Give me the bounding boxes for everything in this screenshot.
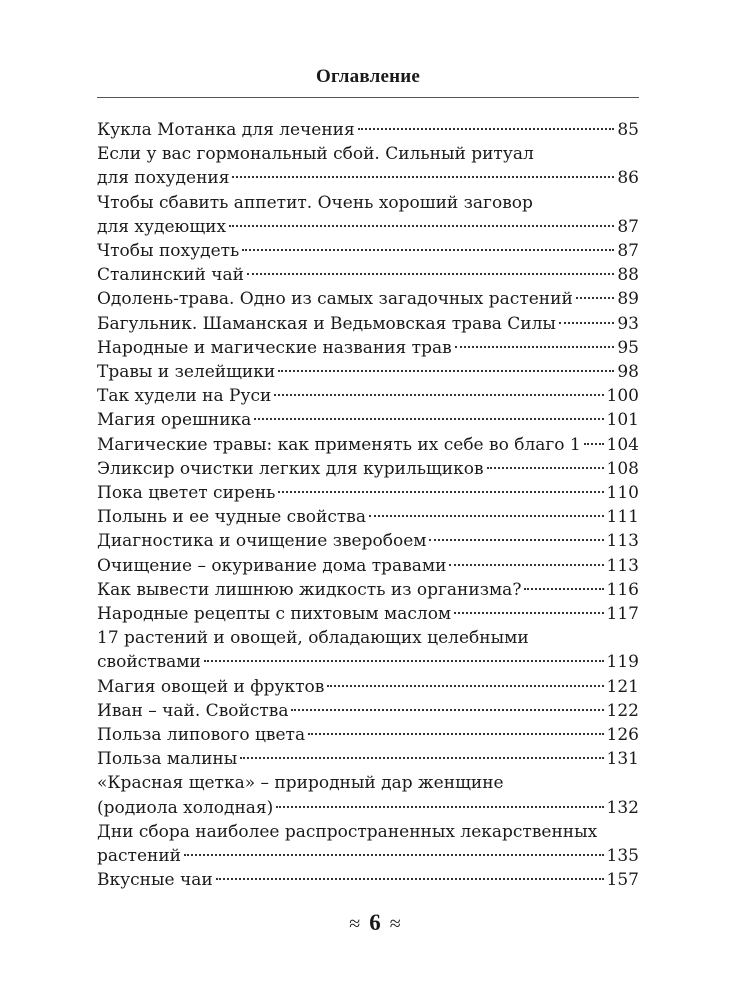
right-ornament: ≈ [389, 913, 401, 935]
toc-entry-title: Чтобы похудеть [97, 241, 240, 262]
toc-entry-title: Так худели на Руси [97, 386, 272, 407]
toc-entry [97, 578, 639, 602]
toc-entry [97, 820, 639, 868]
toc-entry-page: 108 [606, 458, 639, 479]
dot-leader [576, 297, 615, 299]
toc-entry-page: 98 [617, 362, 639, 383]
toc-entry [97, 747, 639, 771]
toc-entry-title: Иван – чай. Свойства [97, 700, 289, 721]
toc-entry-page: 89 [617, 289, 639, 310]
toc-entry-row [97, 312, 639, 336]
toc-entry-page: 100 [606, 386, 639, 407]
dot-leader [449, 564, 603, 566]
left-ornament: ≈ [349, 913, 361, 935]
toc-entry-page: 85 [617, 120, 639, 140]
toc-entry-page: 121 [606, 676, 639, 697]
toc-entry-row [97, 747, 639, 771]
toc-entry-page: 111 [606, 507, 639, 528]
toc-entry-title: Кукла Мотанка для лечения [97, 120, 355, 140]
toc-entry [97, 408, 639, 432]
dot-leader [278, 370, 614, 372]
table-of-contents [97, 118, 639, 893]
toc-entry-title: Сталинский чай [97, 265, 244, 286]
toc-entry-title: Эликсир очистки легких для курильщиков [97, 458, 484, 479]
toc-entry-title-line: Чтобы сбавить аппетит. Очень хороший заговор [97, 192, 533, 213]
toc-entry-page: 135 [606, 846, 639, 867]
toc-entry [97, 142, 639, 190]
dot-leader [229, 225, 614, 227]
dot-leader [454, 612, 603, 614]
toc-entry [97, 771, 639, 819]
toc-entry-row [97, 505, 639, 529]
toc-entry-title: растений [97, 846, 181, 867]
toc-entry-title: Диагностика и очищение зверобоем [97, 531, 427, 552]
toc-entry [97, 481, 639, 505]
dot-leader [308, 733, 603, 735]
dot-leader [524, 588, 603, 590]
toc-entry-row [97, 723, 639, 747]
dot-leader [242, 249, 614, 251]
dot-leader [232, 176, 614, 178]
toc-entry-row [97, 578, 639, 602]
page-title: Оглавление [315, 66, 421, 87]
toc-entry-row [97, 868, 639, 892]
toc-entry [97, 505, 639, 529]
toc-entry-title: для похудения [97, 168, 230, 189]
dot-leader [559, 322, 614, 324]
toc-entry-title-line: 17 растений и овощей, обладающих целебными [97, 628, 529, 649]
toc-entry-row [97, 481, 639, 505]
dot-leader [327, 685, 603, 687]
toc-entry-page: 126 [606, 725, 639, 746]
toc-entry-row [97, 433, 639, 457]
toc-entry-title-line: Если у вас гормональный сбой. Сильный ритуал [97, 144, 534, 165]
toc-entry-page: 116 [606, 579, 639, 600]
toc-entry [97, 868, 639, 892]
dot-leader [487, 467, 604, 469]
toc-entry-row [97, 844, 639, 868]
toc-entry-page: 117 [606, 604, 639, 625]
toc-entry-page: 113 [606, 555, 639, 576]
toc-entry-row [97, 554, 639, 578]
toc-entry-title: Магия овощей и фруктов [97, 676, 325, 697]
dot-leader [274, 394, 603, 396]
toc-entry-page: 104 [606, 434, 639, 455]
toc-entry [97, 384, 639, 408]
toc-entry-title: Очищение – окуривание дома травами [97, 555, 447, 576]
page-number: 6 [369, 910, 381, 935]
toc-entry-row [97, 384, 639, 408]
toc-entry-page: 131 [606, 749, 639, 770]
toc-entry-row [97, 215, 639, 239]
toc-entry-page: 110 [606, 483, 639, 504]
toc-entry-title: для худеющих [97, 216, 227, 237]
toc-entry-title: Как вывести лишнюю жидкость из организма? [97, 579, 522, 600]
toc-entry-row [97, 796, 639, 820]
toc-entry-title: Пока цветет сирень [97, 483, 276, 504]
toc-entry-page: 113 [606, 531, 639, 552]
toc-entry [97, 554, 639, 578]
toc-entry-page: 95 [617, 337, 639, 358]
toc-entry [97, 699, 639, 723]
toc-entry [97, 239, 639, 263]
toc-entry [97, 675, 639, 699]
toc-entry [97, 360, 639, 384]
toc-entry-title: Одолень-трава. Одно из самых загадочных растений [97, 289, 573, 310]
toc-entry-row [97, 287, 639, 311]
dot-leader [429, 539, 603, 541]
toc-entry-page: 88 [617, 265, 639, 286]
dot-leader [247, 273, 614, 275]
toc-entry-title: Народные рецепты с пихтовым маслом [97, 604, 452, 625]
toc-entry-title: Народные и магические названия трав [97, 337, 452, 358]
toc-entry [97, 433, 639, 457]
toc-entry-title: (родиола холодная) [97, 797, 274, 818]
dot-leader [584, 443, 604, 445]
toc-entry-page: 122 [606, 700, 639, 721]
toc-entry-row [97, 263, 639, 287]
toc-entry-row [97, 118, 639, 142]
toc-entry-page: 132 [606, 797, 639, 818]
toc-entry-page: 87 [617, 241, 639, 262]
toc-entry [97, 457, 639, 481]
toc-entry-row [97, 602, 639, 626]
dot-leader [276, 806, 603, 808]
dot-leader [358, 128, 615, 130]
toc-entry-row [97, 529, 639, 553]
page-footer [0, 910, 750, 936]
dot-leader [254, 418, 603, 420]
toc-entry-row [97, 699, 639, 723]
toc-entry-title: Вкусные чаи [97, 870, 213, 891]
toc-entry-row [97, 336, 639, 360]
toc-entry-page: 157 [606, 870, 639, 891]
toc-entry [97, 723, 639, 747]
toc-entry-page: 93 [617, 313, 639, 334]
dot-leader [216, 878, 604, 880]
toc-entry [97, 626, 639, 674]
toc-entry-title: Магические травы: как применять их себе во благо 1 [97, 434, 581, 455]
header-divider [97, 97, 639, 98]
toc-entry [97, 336, 639, 360]
toc-entry-page: 101 [606, 410, 639, 431]
toc-entry-title: Польза малины [97, 749, 238, 770]
toc-entry-row [97, 650, 639, 674]
toc-entry-page: 86 [617, 168, 639, 189]
toc-entry-row [97, 457, 639, 481]
toc-entry [97, 263, 639, 287]
toc-entry-row [97, 166, 639, 190]
toc-entry-title: свойствами [97, 652, 201, 673]
toc-entry-row [97, 239, 639, 263]
toc-entry-page: 87 [617, 216, 639, 237]
toc-entry [97, 312, 639, 336]
dot-leader [455, 346, 615, 348]
dot-leader [369, 515, 604, 517]
dot-leader [291, 709, 603, 711]
dot-leader [278, 491, 603, 493]
toc-entry-title: Багульник. Шаманская и Ведьмовская трава Силы [97, 313, 556, 334]
toc-entry-row [97, 360, 639, 384]
dot-leader [204, 660, 604, 662]
toc-entry [97, 191, 639, 239]
toc-entry-title: Полынь и ее чудные свойства [97, 507, 366, 528]
toc-entry-row [97, 675, 639, 699]
dot-leader [240, 757, 603, 759]
toc-entry-page: 119 [606, 652, 639, 673]
toc-entry-row [97, 408, 639, 432]
toc-entry-title-line: Дни сбора наиболее распространенных лекарственных [97, 821, 598, 842]
toc-entry-title: Польза липового цвета [97, 725, 306, 746]
toc-entry-title-line: «Красная щетка» – природный дар женщине [97, 773, 504, 794]
toc-entry-title: Травы и зелейщики [97, 362, 276, 383]
toc-entry-title: Магия орешника [97, 410, 252, 431]
dot-leader [184, 854, 604, 856]
toc-entry [97, 287, 639, 311]
toc-entry [97, 602, 639, 626]
toc-entry [97, 529, 639, 553]
toc-entry [97, 118, 639, 142]
